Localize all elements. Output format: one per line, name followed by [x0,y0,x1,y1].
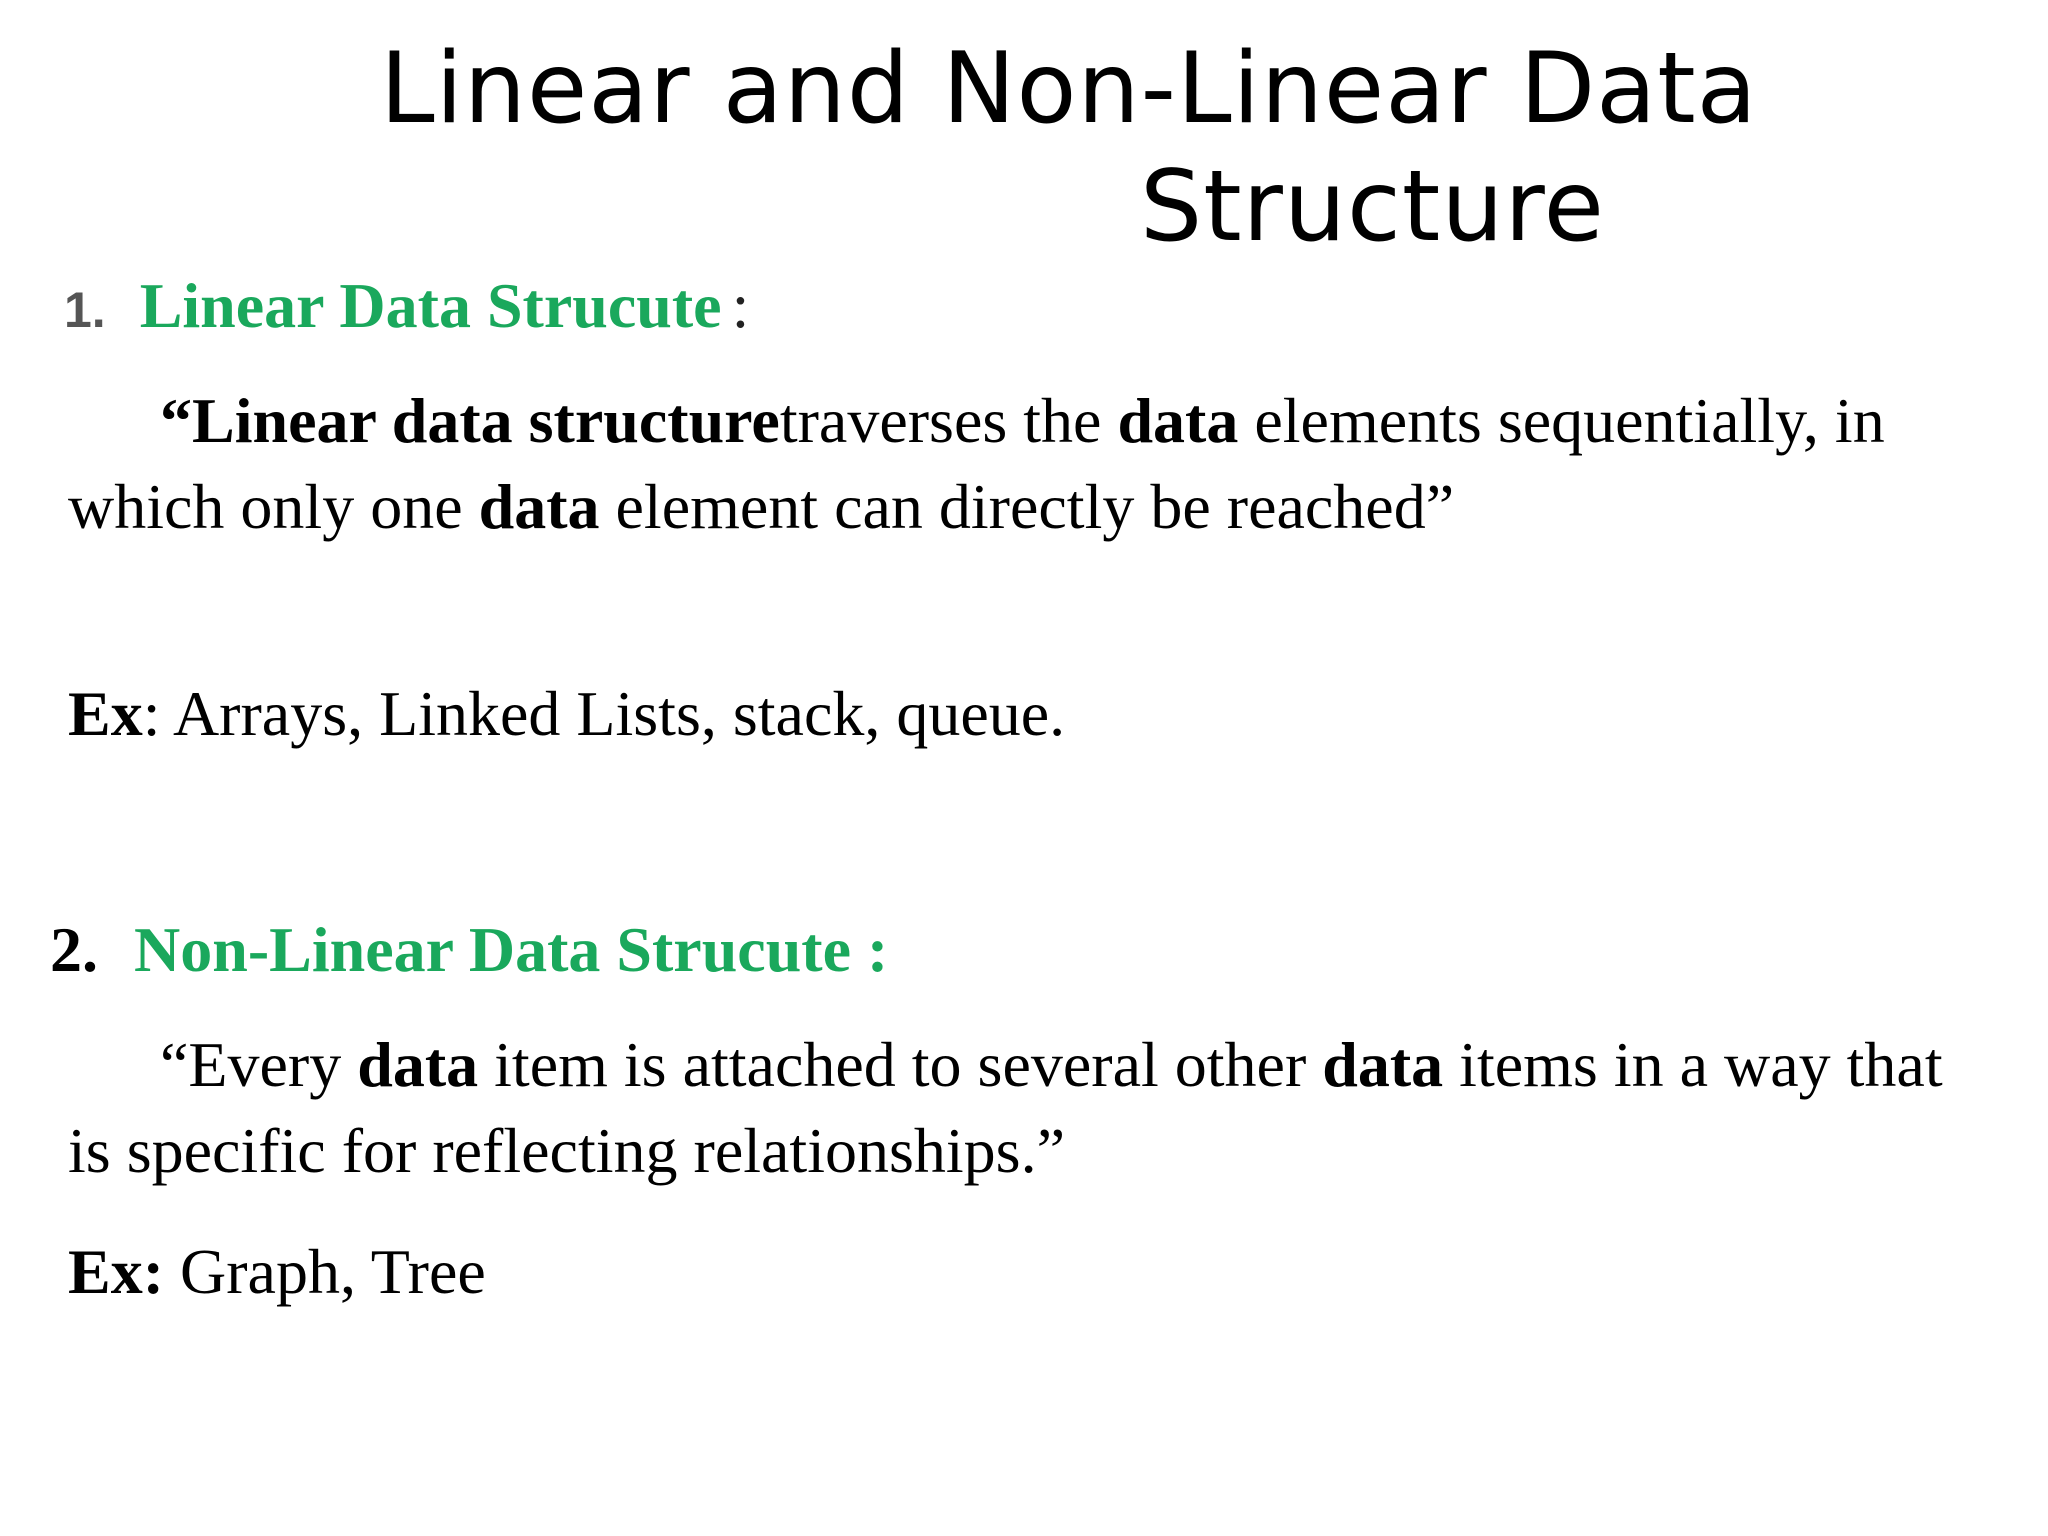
section-1-colon: : [731,270,750,341]
section-1-text-2: elements sequentially, in which only one [68,385,1885,542]
section-1-example-label: Ex [68,678,143,749]
section-2-bold-data-1: data [357,1029,479,1100]
section-1-text-3: element can directly be reached” [599,471,1455,542]
section-1-bold-data-1: data [1117,385,1239,456]
section-2-indent [68,1029,160,1100]
section-2-example [68,1234,486,1310]
section-1-example-separator: : [142,678,173,749]
section-2-example-label: Ex: [68,1236,164,1307]
section-1-definition [68,378,1968,550]
section-1-term: Linear data structure [192,385,780,456]
section-2-bold-data-2: data [1322,1029,1444,1100]
slide-title [380,30,1810,266]
section-1-example-text: Arrays, Linked Lists, stack, queue. [172,678,1066,749]
section-2-text-2: item is attached to several other [478,1029,1323,1100]
section-1-indent [68,385,160,456]
slide-title-line-2: Structure [1140,150,1605,264]
section-1-title: Linear Data Strucute [139,270,722,341]
section-1-example [68,676,1065,752]
section-2-text-1: “Every [160,1029,358,1100]
section-2-example-text: Graph, Tree [164,1236,486,1307]
section-1-quote-open: “ [160,385,192,456]
section-1-bold-data-2: data [478,471,600,542]
section-2-heading [50,912,888,988]
section-1-text-1: traverses the [779,385,1118,456]
section-2-text-3: items in a way that is specific for reflecting relationships.” [68,1029,1943,1186]
slide-title-line-1: Linear and Non-Linear Data [380,32,1758,146]
section-2-definition [68,1022,1968,1194]
section-2-number: 2. [50,914,98,985]
section-1-heading [64,268,749,348]
section-1-number: 1. [64,282,106,338]
section-2-title: Non-Linear Data Strucute : [134,914,889,985]
